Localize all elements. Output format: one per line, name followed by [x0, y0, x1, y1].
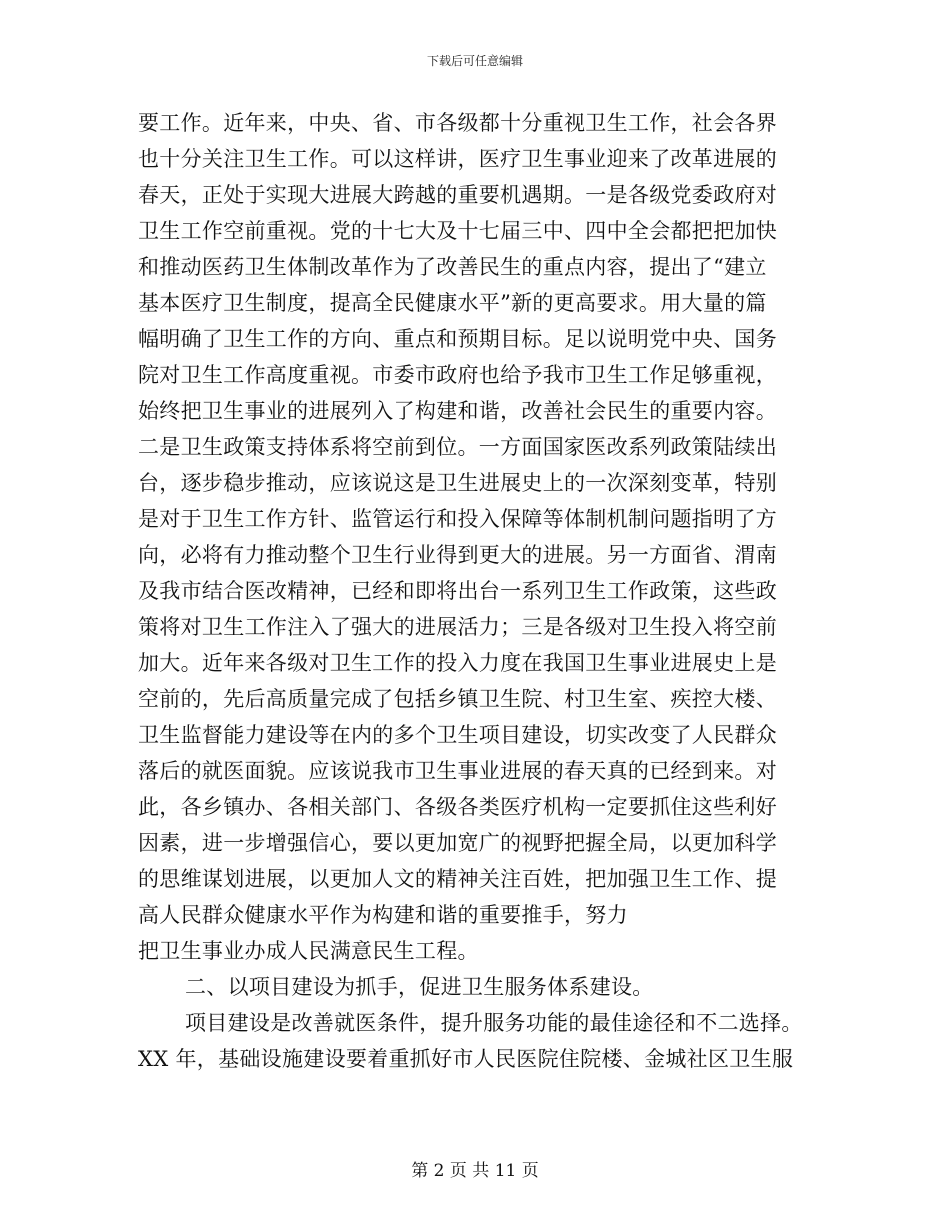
text-line: 把卫生事业办成人民满意民生工程。	[138, 939, 479, 963]
text-line: 因素，进一步增强信心，要以更加宽广的视野把握全局，以更加科学	[138, 831, 777, 855]
text-line: 卫生工作空前重视。党的十七大及十七届三中、四中全会都把把加快	[138, 219, 777, 243]
text-line: 和推动医药卫生体制改革作为了改善民生的重点内容，提出了“建立	[138, 255, 767, 279]
text-line: 基本医疗卫生制度，提高全民健康水平”新的更高要求。用大量的篇	[138, 291, 767, 315]
text-line: 策将对卫生工作注入了强大的进展活力；三是各级对卫生投入将空前	[138, 615, 777, 639]
text-line: XX 年，基础设施建设要着重抓好市人民医院住院楼、金城社区卫生服	[138, 1047, 794, 1071]
text-line: 始终把卫生事业的进展列入了构建和谐，改善社会民生的重要内容。	[138, 399, 777, 423]
page-number: 第 2 页 共 11 页	[411, 1161, 539, 1181]
text-line: 台，逐步稳步推动，应该说这是卫生进展史上的一次深刻变革，特别	[138, 471, 777, 495]
text-line: 卫生监督能力建设等在内的多个卫生项目建设，切实改变了人民群众	[138, 723, 777, 747]
document-body	[138, 105, 828, 1077]
text-line: 及我市结合医改精神，已经和即将出台一系列卫生工作政策，这些政	[138, 579, 777, 603]
text-line: 高人民群众健康水平作为构建和谐的重要推手，努力	[138, 903, 628, 927]
text-line: 是对于卫生工作方针、监管运行和投入保障等体制机制问题指明了方	[138, 507, 777, 531]
text-line: 项目建设是改善就医条件，提升服务功能的最佳途径和不二选择。	[185, 1011, 803, 1035]
text-line: 也十分关注卫生工作。可以这样讲，医疗卫生事业迎来了改革进展的	[138, 147, 777, 171]
text-line: 落后的就医面貌。应该说我市卫生事业进展的春天真的已经到来。对	[138, 759, 777, 783]
text-line: 幅明确了卫生工作的方向、重点和预期目标。足以说明党中央、国务	[138, 327, 777, 351]
text-line: 要工作。近年来，中央、省、市各级都十分重视卫生工作，社会各界	[138, 111, 777, 135]
section-heading: 二、以项目建设为抓手，促进卫生服务体系建设。	[185, 975, 654, 999]
text-line: 二是卫生政策支持体系将空前到位。一方面国家医改系列政策陆续出	[138, 435, 777, 459]
page-header: 下载后可任意编辑	[426, 54, 523, 68]
text-line: 向，必将有力推动整个卫生行业得到更大的进展。另一方面省、渭南	[138, 543, 777, 567]
text-line: 的思维谋划进展，以更加人文的精神关注百姓，把加强卫生工作、提	[138, 867, 777, 891]
text-line: 空前的，先后高质量完成了包括乡镇卫生院、村卫生室、疾控大楼、	[138, 687, 777, 711]
text-line: 春天，正处于实现大进展大跨越的重要机遇期。一是各级党委政府对	[138, 183, 777, 207]
text-line: 加大。近年来各级对卫生工作的投入力度在我国卫生事业进展史上是	[138, 651, 777, 675]
text-line: 院对卫生工作高度重视。市委市政府也给予我市卫生工作足够重视，	[138, 363, 777, 387]
text-line: 此，各乡镇办、各相关部门、各级各类医疗机构一定要抓住这些利好	[138, 795, 777, 819]
